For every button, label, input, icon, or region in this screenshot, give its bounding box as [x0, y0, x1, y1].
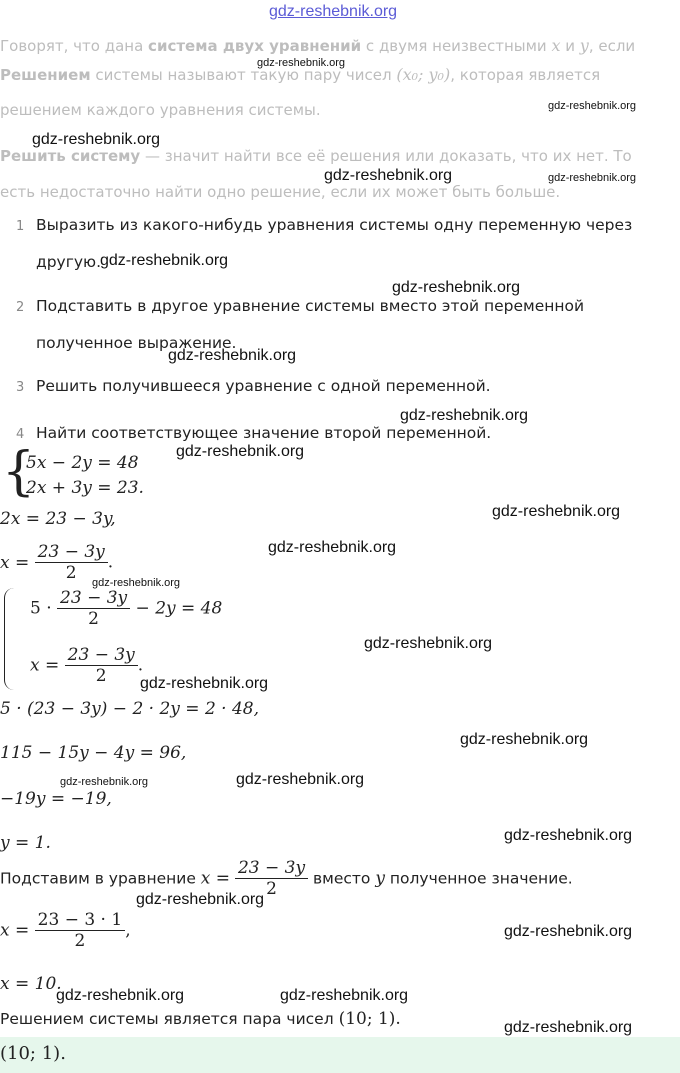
equation-text: 2x + 3y = 23.	[26, 478, 144, 498]
watermark-link[interactable]: gdz-reshebnik.org	[269, 3, 398, 20]
fraction-numerator: 23 − 3y	[67, 645, 135, 665]
punct: .	[137, 655, 144, 676]
equation-lhs: x =	[0, 552, 30, 573]
watermark: gdz-reshebnik.org	[504, 923, 633, 940]
eq-expand	[0, 743, 186, 763]
equation-text: 5 · (23 − 3y) − 2 · 2y = 2 · 48,	[0, 699, 260, 719]
eq-x-value	[0, 974, 62, 994]
fraction-denominator: 2	[266, 879, 277, 899]
equation-text: − 2y = 48	[135, 598, 223, 619]
intro-text: , которая является	[450, 66, 601, 84]
watermark: gdz-reshebnik.org	[460, 731, 589, 748]
watermark: gdz-reshebnik.org	[100, 252, 229, 269]
fraction-denominator: 2	[65, 563, 77, 583]
watermark: gdz-reshebnik.org	[140, 675, 269, 692]
step-3-number: 3	[16, 380, 25, 395]
intro-text: — значит найти все её решения или доказать, что их нет. То	[140, 147, 632, 165]
intro-var-y: y	[579, 36, 589, 55]
intro-text: системы называют такую пару чисел	[90, 66, 397, 84]
intro-line-5: есть недостаточно найти одно решение, если их может быть больше.	[0, 183, 561, 201]
var-y: y	[375, 868, 385, 889]
fraction	[57, 588, 130, 629]
watermark: gdz-reshebnik.org	[492, 503, 621, 520]
fraction-denominator: 2	[95, 666, 107, 686]
watermark: gdz-reshebnik.org	[236, 771, 365, 788]
result-sentence	[0, 1009, 401, 1029]
result-pair: (10; 1).	[338, 1009, 401, 1029]
watermark: gdz-reshebnik.org	[176, 443, 305, 460]
intro-pair: (x₀; y₀)	[396, 65, 451, 84]
step-1-text: Выразить из какого-нибудь уравнения системы одну переменную через	[36, 216, 633, 234]
intro-text: Говорят, что дана	[0, 37, 149, 55]
intro-term-solve: Решить систему	[0, 147, 141, 165]
eq-y-value	[0, 833, 51, 853]
equation-text: x = 10.	[0, 974, 62, 994]
watermark: gdz-reshebnik.org	[392, 279, 521, 296]
watermark: gdz-reshebnik.org	[168, 347, 297, 364]
equation-lhs: x =	[30, 655, 60, 676]
fraction	[65, 645, 138, 686]
answer-box	[0, 1037, 680, 1073]
answer-text: (10; 1).	[0, 1043, 66, 1064]
watermark: gdz-reshebnik.org	[548, 100, 637, 112]
intro-term-solution: Решением	[0, 66, 91, 84]
step-1-number: 1	[16, 219, 25, 234]
fraction	[35, 910, 126, 951]
fraction-denominator: 2	[74, 931, 86, 951]
punct: .	[107, 552, 114, 573]
watermark: gdz-reshebnik.org	[56, 987, 185, 1004]
equation-lhs: x =	[200, 868, 231, 889]
equation-text: 5x − 2y = 48	[26, 453, 139, 473]
watermark: gdz-reshebnik.org	[257, 57, 346, 69]
system-brace: {	[2, 442, 36, 502]
equation-lhs: x =	[0, 920, 30, 941]
fraction-numerator: 23 − 3y	[237, 858, 306, 878]
intro-line-4	[0, 147, 632, 165]
step-4-number: 4	[16, 427, 25, 442]
subst-eq-1	[30, 588, 222, 629]
watermark: gdz-reshebnik.org	[400, 407, 529, 424]
sentence-text: вместо	[313, 869, 376, 888]
intro-line-3: решением каждого уравнения системы.	[0, 101, 321, 119]
eq-minus-19y	[0, 789, 112, 809]
watermark: gdz-reshebnik.org	[268, 539, 397, 556]
system-eq-1	[26, 453, 139, 473]
system-eq-2	[26, 478, 144, 498]
equation-text: 2x = 23 − 3y,	[0, 509, 116, 529]
sentence-text: Подставим в уравнение	[0, 869, 201, 888]
sentence-text: Решением системы является пара чисел	[0, 1010, 339, 1028]
subst-sentence	[0, 858, 573, 899]
watermark: gdz-reshebnik.org	[280, 987, 409, 1004]
intro-text: с двумя неизвестными	[361, 37, 552, 55]
watermark: gdz-reshebnik.org	[92, 577, 181, 589]
step-2-text: Подставить в другое уравнение системы вместо этой переменной	[36, 297, 585, 315]
fraction-numerator: 23 − 3y	[37, 542, 105, 562]
sentence-text: полученное значение.	[384, 869, 573, 888]
equation-text: 115 − 15y − 4y = 96,	[0, 743, 187, 763]
fraction-numerator: 23 − 3y	[60, 588, 128, 608]
intro-var-x: x	[551, 36, 561, 55]
watermark: gdz-reshebnik.org	[504, 1019, 633, 1036]
watermark: gdz-reshebnik.org	[548, 172, 637, 184]
equation-text: −19y = −19,	[0, 789, 112, 809]
eq-multiply	[0, 699, 259, 719]
eq-express-2x	[0, 509, 116, 529]
watermark: gdz-reshebnik.org	[32, 131, 161, 148]
punct: ,	[125, 920, 131, 941]
step-2-number: 2	[16, 300, 25, 315]
intro-term-system: система двух уравнений	[148, 37, 362, 55]
intro-text: , если	[588, 37, 636, 55]
watermark: gdz-reshebnik.org	[136, 891, 265, 908]
step-4-text: Найти соответствующее значение второй переменной.	[36, 424, 492, 442]
subst-system-brace	[4, 588, 15, 690]
step-3-text: Решить получившееся уравнение с одной переменной.	[36, 377, 491, 395]
step-2-text-cont: полученное выражение.	[36, 334, 237, 352]
subst-eq-2	[30, 645, 143, 686]
equation-text: 5 ·	[30, 598, 52, 619]
intro-text: и	[560, 37, 580, 55]
step-1-text-cont: другую.	[36, 253, 102, 271]
intro-line-1	[0, 36, 635, 55]
watermark: gdz-reshebnik.org	[324, 167, 453, 184]
watermark: gdz-reshebnik.org	[504, 827, 633, 844]
watermark: gdz-reshebnik.org	[364, 635, 493, 652]
fraction-denominator: 2	[88, 609, 99, 629]
watermark: gdz-reshebnik.org	[60, 776, 149, 788]
fraction-numerator: 23 − 3 · 1	[37, 910, 123, 930]
eq-x-calc	[0, 910, 131, 951]
equation-text: y = 1.	[0, 833, 51, 853]
